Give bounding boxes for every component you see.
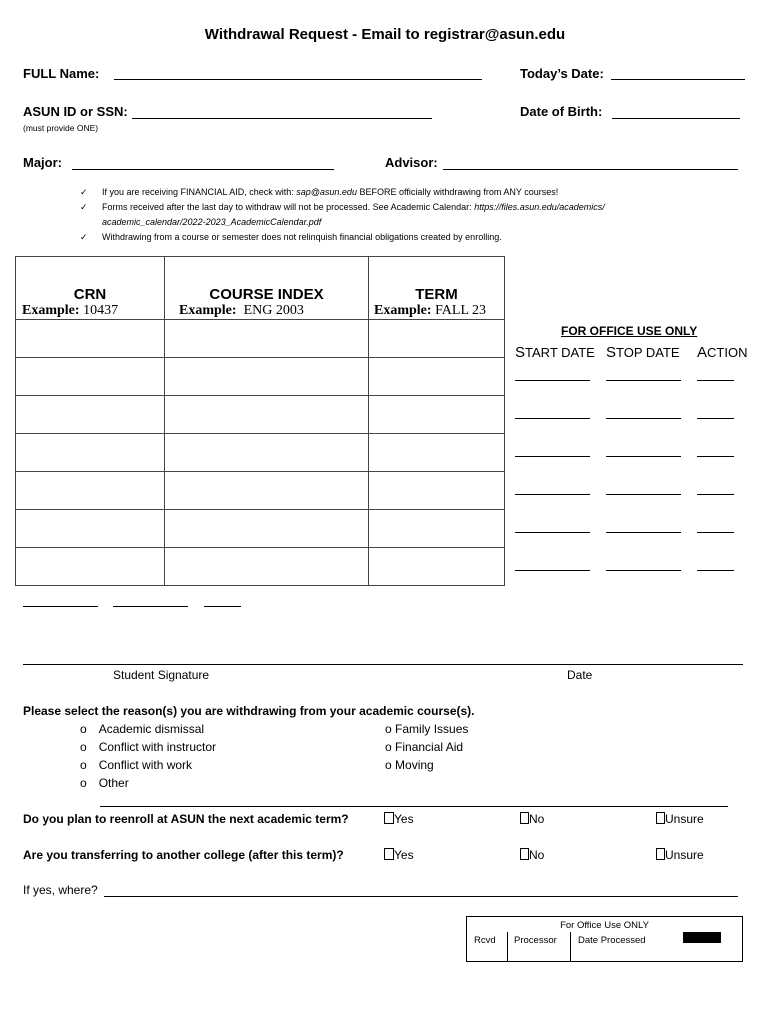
action-line[interactable] xyxy=(697,570,734,571)
todays-date-field[interactable] xyxy=(611,79,745,80)
term-cell[interactable] xyxy=(369,358,505,396)
reenroll-no[interactable]: No xyxy=(520,812,544,826)
course-index-cell[interactable] xyxy=(165,434,369,472)
dob-label: Date of Birth: xyxy=(520,104,603,119)
sap-email-link[interactable]: sap@asun.edu xyxy=(296,187,357,197)
start-date-header: START DATE xyxy=(515,344,595,361)
table-row xyxy=(16,472,505,510)
action-header: ACTION xyxy=(697,344,748,361)
office-box-heading: For Office Use ONLY xyxy=(560,920,649,931)
crn-cell[interactable] xyxy=(16,358,165,396)
transfer-unsure[interactable]: Unsure xyxy=(656,848,704,862)
start-date-line[interactable] xyxy=(515,532,590,533)
note-obligations: ✓ Withdrawing from a course or semester does not relinquish financial obligations created by enrolling. xyxy=(80,232,502,242)
dob-field[interactable] xyxy=(612,118,740,119)
crn-header: CRN xyxy=(73,286,107,303)
reenroll-unsure[interactable]: Unsure xyxy=(656,812,704,826)
course-table xyxy=(15,256,505,586)
crn-cell[interactable] xyxy=(16,320,165,358)
start-date-line[interactable] xyxy=(515,494,590,495)
crn-cell[interactable] xyxy=(16,510,165,548)
crn-cell[interactable] xyxy=(16,548,165,586)
other-reason-line[interactable] xyxy=(100,806,728,807)
date-processed-label: Date Processed xyxy=(578,935,646,946)
reason-other[interactable]: o Other xyxy=(80,776,129,790)
start-date-line[interactable] xyxy=(515,456,590,457)
term-cell[interactable] xyxy=(369,548,505,586)
stop-date-line[interactable] xyxy=(606,494,681,495)
reenroll-yes[interactable]: Yes xyxy=(384,812,414,826)
transfer-yes[interactable]: Yes xyxy=(384,848,414,862)
todays-date-label: Today’s Date: xyxy=(520,66,604,81)
action-line[interactable] xyxy=(697,494,734,495)
table-row xyxy=(16,320,505,358)
crn-cell[interactable] xyxy=(16,434,165,472)
table-row xyxy=(16,510,505,548)
table-row xyxy=(16,396,505,434)
asun-id-note: (must provide ONE) xyxy=(23,123,99,133)
where-label: If yes, where? xyxy=(23,883,98,897)
stop-date-line[interactable] xyxy=(606,570,681,571)
advisor-label: Advisor: xyxy=(385,155,438,170)
term-cell[interactable] xyxy=(369,320,505,358)
action-line[interactable] xyxy=(697,456,734,457)
action-line[interactable] xyxy=(697,380,734,381)
redaction-block xyxy=(683,932,721,943)
reason-academic-dismissal[interactable]: o Academic dismissal xyxy=(80,722,205,736)
course-index-example: Example: ENG 2003 xyxy=(179,303,304,318)
reason-financial-aid[interactable]: o Financial Aid xyxy=(385,740,464,754)
term-cell[interactable] xyxy=(369,472,505,510)
reason-conflict-instructor[interactable]: o Conflict with instructor xyxy=(80,740,217,754)
checkbox-icon xyxy=(656,812,665,824)
extra-stop-line[interactable] xyxy=(113,606,188,607)
student-signature-label: Student Signature xyxy=(113,668,210,682)
processor-label: Processor xyxy=(514,935,557,946)
action-line[interactable] xyxy=(697,418,734,419)
where-field[interactable] xyxy=(104,896,738,897)
course-index-header: COURSE INDEX xyxy=(209,286,324,303)
extra-start-line[interactable] xyxy=(23,606,98,607)
reenroll-question: Do you plan to reenroll at ASUN the next academic term? xyxy=(23,812,349,826)
extra-action-line[interactable] xyxy=(204,606,241,607)
note-deadline: ✓ Forms received after the last day to withdraw will not be processed. See Academic Calendar: https://files.asun.edu/academics/ xyxy=(80,202,605,212)
calendar-link[interactable]: https://files.asun.edu/academics/ xyxy=(474,202,605,212)
start-date-line[interactable] xyxy=(515,380,590,381)
stop-date-line[interactable] xyxy=(606,456,681,457)
calendar-link-cont[interactable]: academic_calendar/2022-2023_AcademicCalendar.pdf xyxy=(102,217,322,227)
note-financial-aid: ✓ If you are receiving FINANCIAL AID, check with: sap@asun.edu BEFORE officially withdrawing from ANY courses! xyxy=(80,187,559,197)
advisor-field[interactable] xyxy=(443,169,738,170)
full-name-label: FULL Name: xyxy=(23,66,100,81)
course-index-cell[interactable] xyxy=(165,358,369,396)
major-label: Major: xyxy=(23,155,62,170)
transfer-question: Are you transferring to another college (after this term)? xyxy=(23,848,344,862)
stop-date-line[interactable] xyxy=(606,532,681,533)
course-index-cell[interactable] xyxy=(165,472,369,510)
reason-moving[interactable]: o Moving xyxy=(385,758,434,772)
term-cell[interactable] xyxy=(369,396,505,434)
start-date-line[interactable] xyxy=(515,570,590,571)
checkbox-icon xyxy=(520,812,529,824)
office-use-heading: FOR OFFICE USE ONLY xyxy=(561,324,698,338)
major-field[interactable] xyxy=(72,169,334,170)
course-index-cell[interactable] xyxy=(165,548,369,586)
stop-date-line[interactable] xyxy=(606,418,681,419)
reason-conflict-work[interactable]: o Conflict with work xyxy=(80,758,193,772)
office-use-box xyxy=(466,916,743,962)
check-icon: ✓ xyxy=(80,202,88,212)
term-cell[interactable] xyxy=(369,510,505,548)
term-example: Example: FALL 23 xyxy=(374,303,487,318)
stop-date-line[interactable] xyxy=(606,380,681,381)
start-date-line[interactable] xyxy=(515,418,590,419)
course-index-cell[interactable] xyxy=(165,510,369,548)
transfer-no[interactable]: No xyxy=(520,848,544,862)
asun-id-field[interactable] xyxy=(132,118,432,119)
crn-cell[interactable] xyxy=(16,472,165,510)
table-row xyxy=(16,358,505,396)
signature-line[interactable] xyxy=(23,664,743,665)
crn-cell[interactable] xyxy=(16,396,165,434)
action-line[interactable] xyxy=(697,532,734,533)
checkbox-icon xyxy=(384,812,394,824)
check-icon: ✓ xyxy=(80,232,88,242)
table-row xyxy=(16,434,505,472)
stop-date-header: STOP DATE xyxy=(606,344,680,361)
page-title: Withdrawal Request - Email to registrar@asun.edu xyxy=(204,26,566,43)
course-index-cell[interactable] xyxy=(165,320,369,358)
reason-family-issues[interactable]: o Family Issues xyxy=(385,722,469,736)
course-index-cell[interactable] xyxy=(165,396,369,434)
checkbox-icon xyxy=(520,848,529,860)
reasons-prompt: Please select the reason(s) you are withdrawing from your academic course(s). xyxy=(23,704,475,718)
rcvd-label: Rcvd xyxy=(474,935,496,946)
table-row xyxy=(16,548,505,586)
asun-id-label: ASUN ID or SSN: xyxy=(23,104,128,119)
signature-date-label: Date xyxy=(567,668,593,682)
full-name-field[interactable] xyxy=(114,79,482,80)
checkbox-icon xyxy=(656,848,665,860)
checkbox-icon xyxy=(384,848,394,860)
term-header: TERM xyxy=(415,286,458,303)
crn-example: Example: 10437 xyxy=(22,303,119,318)
check-icon: ✓ xyxy=(80,187,88,197)
term-cell[interactable] xyxy=(369,434,505,472)
